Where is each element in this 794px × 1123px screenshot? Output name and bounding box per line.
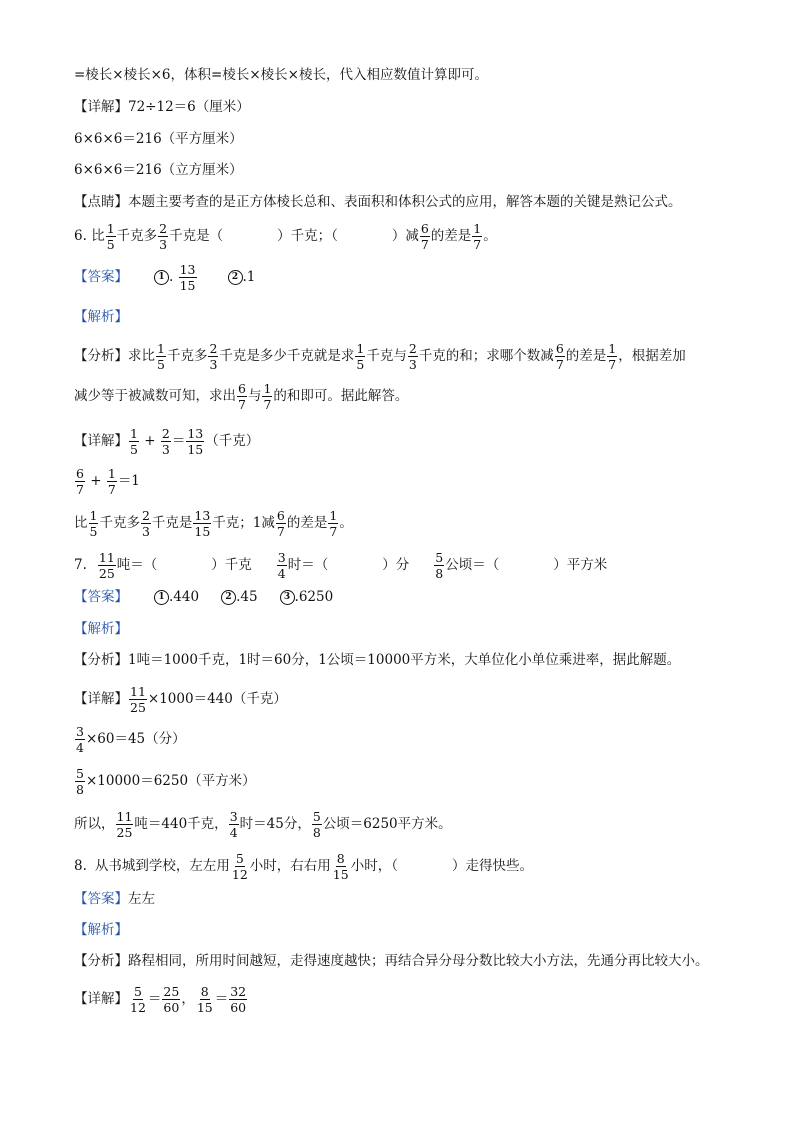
fraction-denominator: 7 [420, 237, 429, 252]
answer-label: 【答案】 [74, 269, 128, 285]
fraction-denominator: 7 [555, 357, 564, 372]
fraction-numerator: 1 [130, 426, 138, 441]
operator: + [90, 473, 102, 489]
fraction [106, 221, 116, 252]
q6-text: 千克多 [166, 348, 208, 364]
fraction-numerator: 11 [98, 550, 115, 565]
q6-text: 千克与 [366, 348, 407, 364]
q5-comment-line [74, 193, 682, 211]
fraction-numerator: 11 [116, 809, 133, 824]
answer-label: 【答案】 [74, 891, 128, 907]
q5-detail-2: 6×6×6＝216（平方厘米） [74, 131, 243, 147]
q8-question [74, 851, 533, 882]
fraction-numerator: 25 [163, 984, 180, 999]
q7-analysis [74, 651, 680, 669]
q7-conclusion [74, 809, 452, 840]
fraction-numerator: 1 [329, 508, 338, 523]
fraction [420, 221, 430, 252]
fraction [607, 341, 617, 372]
q6-text: 。 [339, 515, 353, 531]
fraction [328, 508, 338, 539]
fraction [161, 426, 171, 457]
fraction-denominator: 15 [332, 867, 349, 882]
fraction [229, 809, 239, 840]
circled-number-3: 3 [280, 590, 295, 605]
q6-text: 千克；1减 [212, 515, 275, 531]
fraction [186, 426, 204, 457]
fraction-numerator: 3 [76, 724, 84, 739]
operator: + [144, 433, 156, 449]
fraction-denominator: 7 [263, 397, 272, 412]
q6-analysis-line-2 [74, 381, 408, 412]
analysis-label: 【解析】 [74, 309, 128, 325]
q6-answer: 【答案】 1 . $\frac{13}{15}$ 2 .1 [74, 262, 256, 293]
circled-number-1: 1 [154, 270, 169, 285]
fraction-denominator: 5 [89, 524, 98, 539]
fraction [434, 550, 444, 581]
fraction-denominator: 3 [161, 442, 170, 457]
operator: ＝ [214, 991, 229, 1007]
fraction-denominator: 15 [196, 1000, 213, 1015]
q6-question [74, 221, 497, 252]
q6-text: 千克是（ ）千克；（ ）减 [169, 228, 419, 244]
q8-detail [74, 984, 248, 1015]
q6-text: ，根据差加 [618, 348, 686, 364]
fraction-numerator: 6 [238, 381, 246, 396]
q5-intro-line: =棱长×棱长×6，体积=棱长×棱长×棱长，代入相应数值计算即可。 [74, 67, 488, 83]
fraction [129, 426, 139, 457]
q7-answer-2: .45 [236, 589, 258, 605]
q6-text: 千克是 [151, 515, 193, 531]
fraction-numerator: 1 [473, 221, 482, 236]
q6-text: ＝1 [117, 473, 140, 489]
fraction-denominator: 5 [157, 357, 165, 372]
fraction [472, 221, 482, 252]
unit: （千克） [205, 433, 260, 449]
q7-question [74, 550, 607, 581]
fraction-denominator: 8 [312, 825, 321, 840]
fraction [89, 508, 99, 539]
fraction-numerator: 11 [130, 684, 146, 699]
q6-detail-2 [74, 466, 140, 497]
q7-answer-3: .6250 [294, 589, 334, 605]
fraction-numerator: 5 [133, 984, 142, 999]
q6-text: 比 [74, 515, 88, 531]
q7-detail-text: ×10000＝6250（平方米） [85, 773, 256, 789]
fraction-denominator: 15 [194, 524, 211, 539]
fraction [312, 809, 322, 840]
fraction-denominator: 3 [408, 357, 417, 372]
fraction-denominator: 25 [116, 825, 133, 840]
analysis-label: 【分析】 [74, 953, 128, 969]
question-number: 7. [74, 557, 87, 573]
fraction [262, 381, 272, 412]
fraction-numerator: 1 [263, 381, 272, 396]
q7-text: 吨＝（ ）千克 [116, 557, 252, 573]
fraction-denominator: 60 [230, 1000, 247, 1015]
q8-answer [74, 890, 155, 908]
fraction [276, 508, 286, 539]
fraction-numerator: 6 [76, 466, 84, 481]
q6-text: 的差是 [430, 228, 472, 244]
q8-analysis-text: 路程相同，所用时间越短，走得速度越快；再结合异分母分数比较大小方法，先通分再比较大小。 [128, 953, 709, 969]
fraction-numerator: 6 [555, 341, 564, 356]
fraction-numerator: 1 [157, 341, 165, 356]
fraction [98, 550, 116, 581]
q7-answer-1: .440 [169, 589, 200, 605]
analysis-label: 【分析】 [74, 348, 128, 364]
fraction-denominator: 4 [76, 740, 84, 755]
circled-number-1: 1 [154, 590, 169, 605]
fraction [277, 550, 287, 581]
q5-detail-line [74, 98, 250, 116]
fraction-denominator: 12 [130, 1000, 146, 1015]
fraction [196, 984, 214, 1015]
fraction-numerator: 3 [229, 809, 238, 824]
fraction [107, 466, 117, 497]
q6-text: 的差是 [565, 348, 607, 364]
fraction-denominator: 5 [356, 357, 365, 372]
q8-text: ， [181, 991, 195, 1007]
fraction-denominator: 5 [130, 442, 138, 457]
fraction-numerator: 1 [356, 341, 365, 356]
fraction-denominator: 12 [231, 867, 248, 882]
circled-number-2: 2 [221, 590, 236, 605]
fraction [179, 262, 197, 293]
fraction-numerator: 1 [89, 508, 98, 523]
fraction-numerator: 3 [277, 550, 286, 565]
fraction [208, 341, 218, 372]
fraction [355, 341, 365, 372]
fraction-numerator: 8 [200, 984, 209, 999]
fraction [75, 766, 85, 797]
q6-text: 千克是多少千克就是求 [219, 348, 355, 364]
fraction-denominator: 60 [163, 1000, 180, 1015]
q7-text: 公顷＝（ ）平方米 [445, 557, 608, 573]
q6-text: 千克多 [99, 515, 140, 531]
fraction [231, 851, 249, 882]
fraction-denominator: 7 [473, 237, 482, 252]
q8-text: 从书城到学校，左左用 [94, 858, 230, 874]
q7-text: 所以， [74, 816, 115, 832]
fraction-numerator: 13 [194, 508, 211, 523]
question-number: 6. [74, 228, 87, 244]
q6-text: 的差是 [286, 515, 328, 531]
fraction-numerator: 5 [76, 766, 84, 781]
q5-comment-text: 本题主要考查的是正方体棱长总和、表面积和体积公式的应用，解答本题的关键是熟记公式。 [128, 194, 682, 210]
fraction-numerator: 32 [230, 984, 247, 999]
operator: ＝ [147, 991, 162, 1007]
fraction [555, 341, 565, 372]
q8-answer-text: 左左 [128, 891, 155, 907]
q6-text: 的和即可。据此解答。 [273, 388, 409, 404]
q5-detail-3: 6×6×6＝216（立方厘米） [74, 162, 243, 178]
fraction-numerator: 1 [608, 341, 617, 356]
q6-text: 千克多 [116, 228, 158, 244]
fraction-denominator: 8 [435, 566, 444, 581]
fraction-denominator: 4 [229, 825, 238, 840]
fraction-denominator: 7 [107, 482, 116, 497]
fraction-numerator: 8 [336, 851, 345, 866]
fraction-numerator: 1 [107, 466, 116, 481]
q7-detail-1 [74, 684, 287, 715]
fraction-denominator: 25 [98, 566, 115, 581]
fraction-denominator: 7 [276, 524, 285, 539]
q8-analysis [74, 952, 709, 970]
fraction-denominator: 3 [209, 357, 218, 372]
fraction [408, 341, 418, 372]
fraction [129, 684, 147, 715]
fraction-numerator: 2 [161, 426, 170, 441]
fraction-denominator: 7 [238, 397, 246, 412]
comment-label: 【点睛】 [74, 194, 128, 210]
fraction [332, 851, 350, 882]
detail-label: 【详解】 [74, 691, 128, 707]
fraction [237, 381, 247, 412]
q7-text: 吨＝440千克， [134, 816, 228, 832]
detail-label: 【详解】 [74, 991, 128, 1007]
fraction-denominator: 7 [76, 482, 84, 497]
analysis-label: 【解析】 [74, 621, 128, 637]
fraction [162, 984, 180, 1015]
fraction [156, 341, 166, 372]
fraction [75, 466, 85, 497]
circled-number-2: 2 [228, 270, 243, 285]
q6-text: 千克的和；求哪个数减 [418, 348, 554, 364]
q7-text: 时＝（ ）分 [287, 557, 410, 573]
analysis-label: 【解析】 [74, 922, 128, 938]
q6-conclusion [74, 508, 353, 539]
fraction-denominator: 7 [608, 357, 617, 372]
question-number: 8. [74, 858, 87, 874]
fraction-denominator: 3 [159, 237, 168, 252]
fraction-numerator: 2 [159, 221, 168, 236]
q7-text: 公顷＝6250平方米。 [322, 816, 452, 832]
q7-detail-text: ×60＝45（分） [85, 731, 186, 747]
fraction-numerator: 5 [435, 550, 444, 565]
q6-text: 减少等于被减数可知，求出 [74, 388, 236, 404]
fraction [193, 508, 211, 539]
answer-label: 【答案】 [74, 589, 128, 605]
q7-answer [74, 588, 333, 606]
q7-text: 时＝45分， [239, 816, 311, 832]
fraction-denominator: 3 [141, 524, 150, 539]
q6-text: 与 [247, 388, 262, 404]
fraction [141, 508, 151, 539]
fraction-numerator: 5 [235, 851, 244, 866]
fraction [116, 809, 134, 840]
fraction-numerator: 2 [141, 508, 150, 523]
fraction-denominator: 8 [76, 782, 84, 797]
q6-text: 。 [483, 228, 497, 244]
detail-label: 【详解】 [74, 433, 128, 449]
q7-analysis-text: 1吨＝1000千克，1时＝60分，1公顷＝10000平方米，大单位化小单位乘进率，据此解题。 [128, 652, 681, 668]
fraction [75, 724, 85, 755]
fraction-denominator: 5 [106, 237, 115, 252]
q7-detail-text: ×1000＝440（千克） [147, 691, 287, 707]
detail-label: 【详解】 [74, 99, 128, 115]
fraction [158, 221, 168, 252]
q6-analysis-line-1 [74, 341, 686, 372]
fraction-numerator: 2 [408, 341, 417, 356]
q5-detail-1: 72÷12＝6（厘米） [128, 99, 250, 115]
fraction-denominator: 4 [277, 566, 286, 581]
analysis-label: 【分析】 [74, 652, 128, 668]
fraction [229, 984, 247, 1015]
q7-detail-3 [74, 766, 256, 797]
q6-answer-2: .1 [242, 269, 256, 285]
q6-text: 求比 [128, 348, 155, 364]
q6-text: 比 [91, 228, 105, 244]
fraction-numerator: 6 [276, 508, 285, 523]
q6-detail-1 [74, 426, 259, 457]
operator: ＝ [171, 433, 186, 449]
fraction-denominator: 7 [329, 524, 338, 539]
q8-text: 小时，右右用 [249, 858, 331, 874]
fraction-numerator: 13 [179, 262, 196, 277]
fraction-denominator: 15 [187, 442, 204, 457]
fraction-denominator: 15 [179, 278, 196, 293]
q8-text: 小时，（ ）走得快些。 [350, 858, 533, 874]
q7-detail-2 [74, 724, 186, 755]
fraction-numerator: 6 [420, 221, 429, 236]
fraction-numerator: 13 [187, 426, 204, 441]
fraction-numerator: 2 [209, 341, 218, 356]
fraction [129, 984, 147, 1015]
fraction-numerator: 1 [106, 221, 115, 236]
fraction-denominator: 25 [130, 700, 146, 715]
fraction-numerator: 5 [312, 809, 321, 824]
